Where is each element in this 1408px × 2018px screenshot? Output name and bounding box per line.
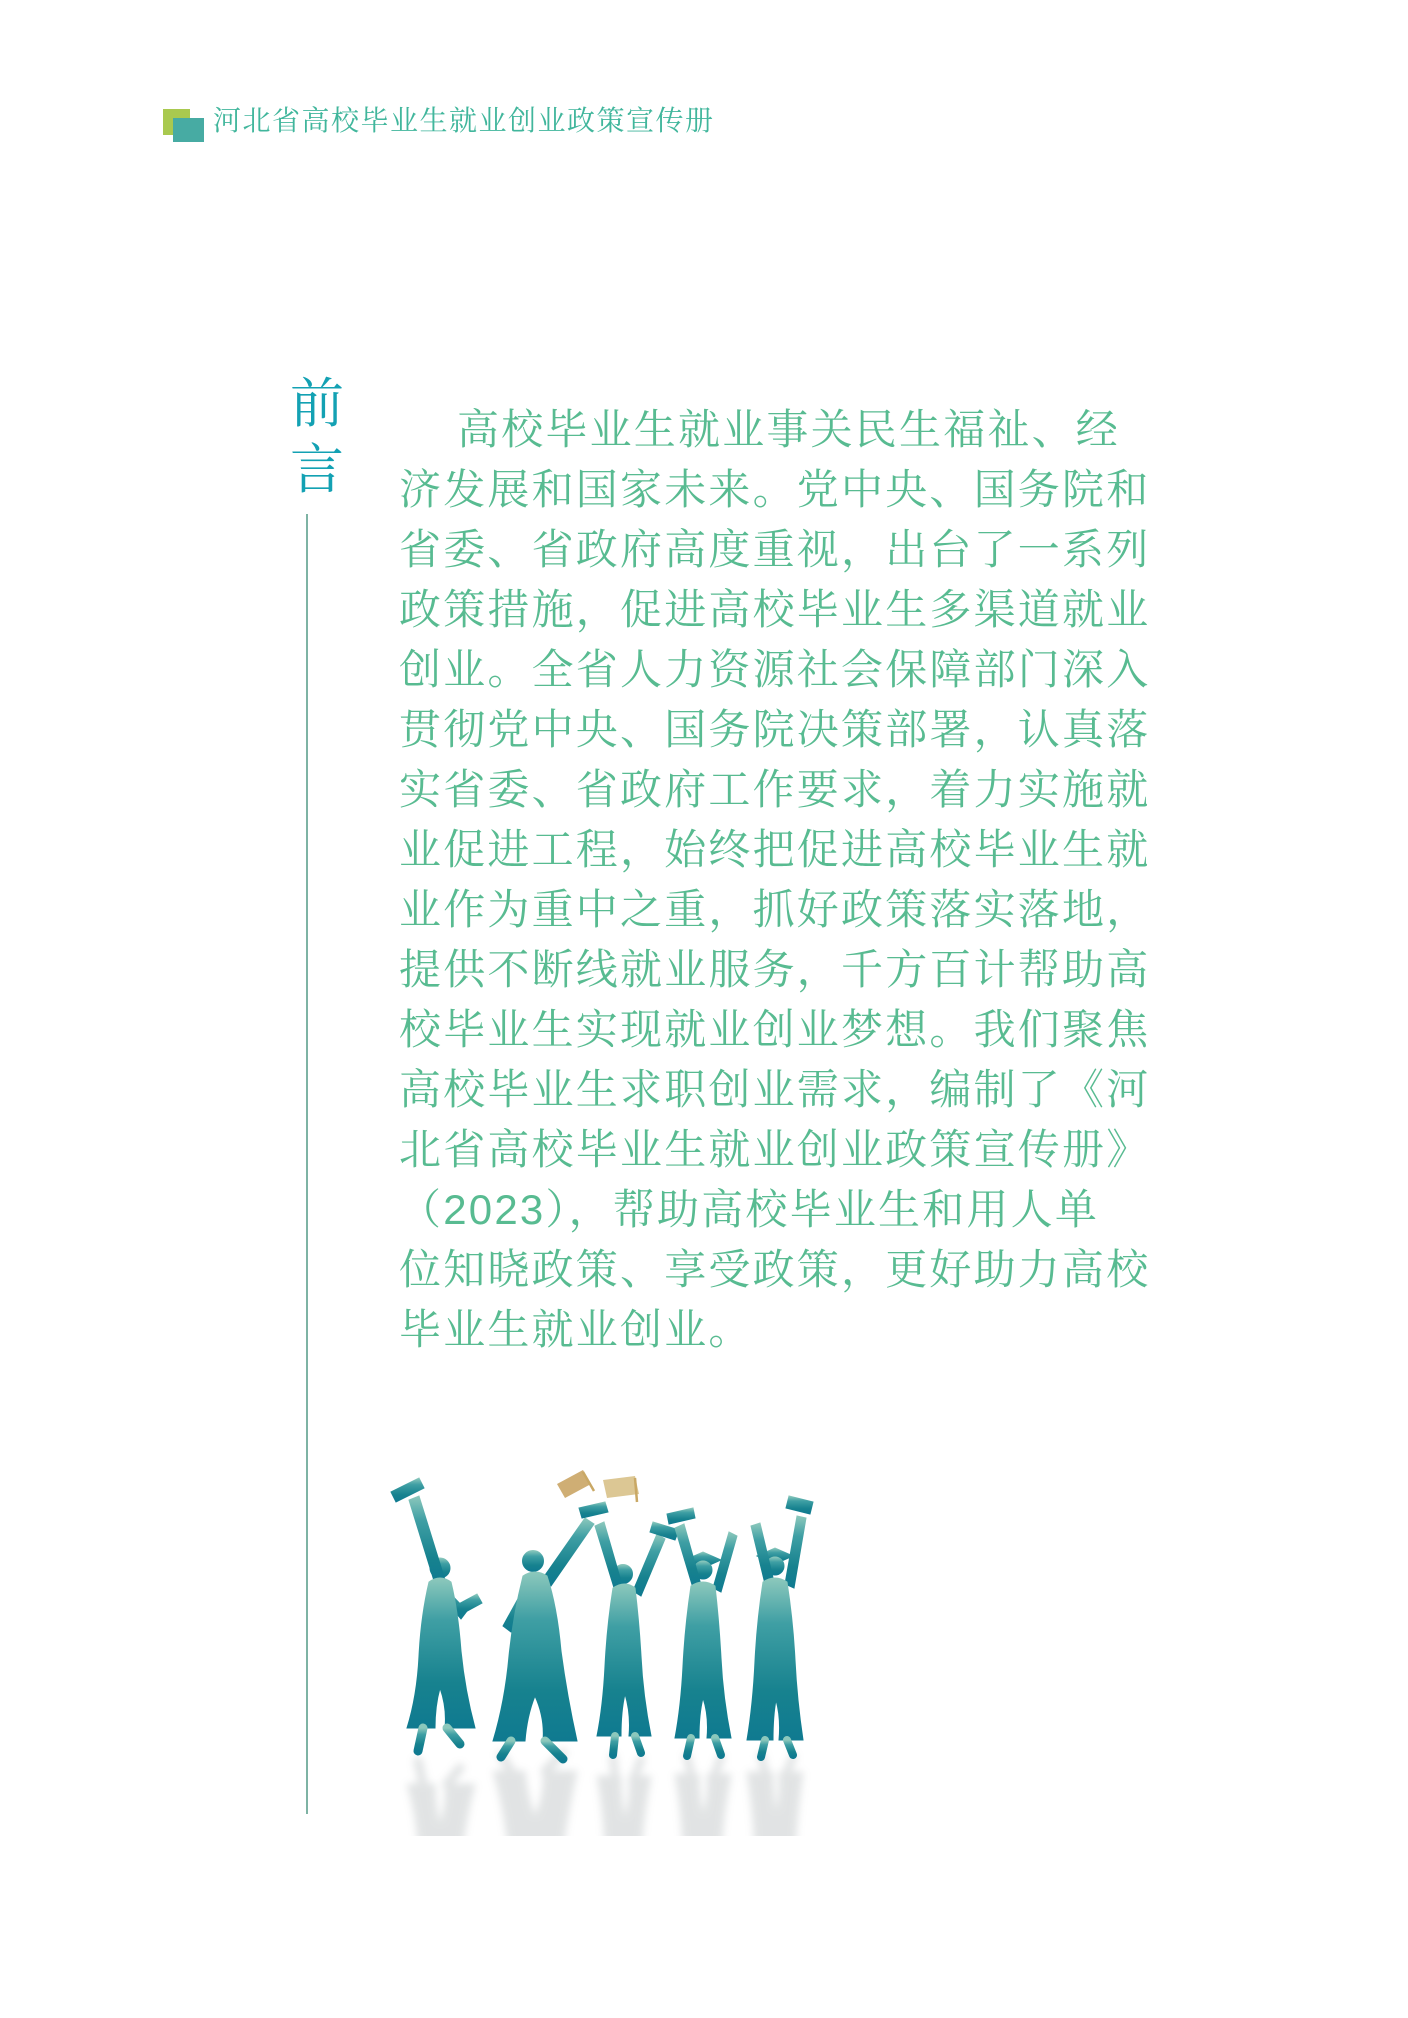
- paragraph-line: 业作为重中之重，抓好政策落实落地，: [399, 886, 1151, 933]
- paragraph-line: 政策措施，促进高校毕业生多渠道就业: [399, 586, 1151, 633]
- paragraph-line: 创业。全省人力资源社会保障部门深入: [399, 646, 1151, 693]
- graduate-figures: [391, 1478, 813, 1759]
- logo-square-teal: [173, 118, 204, 142]
- paragraph-line: 高校毕业生求职创业需求，编制了《河: [399, 1066, 1151, 1113]
- preface-paragraph: [399, 400, 1174, 1360]
- tossed-cap-icon: [557, 1470, 639, 1502]
- paragraph-line: 省委、省政府高度重视，出台了一系列: [399, 526, 1151, 573]
- graduates-illustration: [385, 1456, 815, 1836]
- paragraph-line: 济发展和国家未来。党中央、国务院和: [399, 466, 1151, 513]
- paragraph-line: 贯彻党中央、国务院决策部署，认真落: [399, 706, 1151, 753]
- reflection: [391, 1753, 813, 1836]
- paragraph-line: 提供不断线就业服务，千方百计帮助高: [399, 946, 1151, 993]
- paragraph-line: 实省委、省政府工作要求，着力实施就: [399, 766, 1151, 813]
- paragraph-line: 毕业生就业创业。: [399, 1306, 753, 1353]
- paragraph-line: 北省高校毕业生就业创业政策宣传册》: [399, 1126, 1151, 1173]
- brochure-logo-icon: [163, 109, 205, 143]
- paragraph-line: 位知晓政策、享受政策，更好助力高校: [399, 1246, 1151, 1293]
- preface-title: 前言: [290, 374, 344, 500]
- vertical-divider-line: [306, 514, 308, 1814]
- paragraph-line: 校毕业生实现就业创业梦想。我们聚焦: [399, 1006, 1151, 1053]
- paragraph-line: （2023），帮助高校毕业生和用人单: [399, 1186, 1100, 1233]
- paragraph-line: 高校毕业生就业事关民生福祉、经: [457, 406, 1121, 453]
- page-header-title: 河北省高校毕业生就业创业政策宣传册: [213, 105, 715, 136]
- paragraph-line: 业促进工程，始终把促进高校毕业生就: [399, 826, 1151, 873]
